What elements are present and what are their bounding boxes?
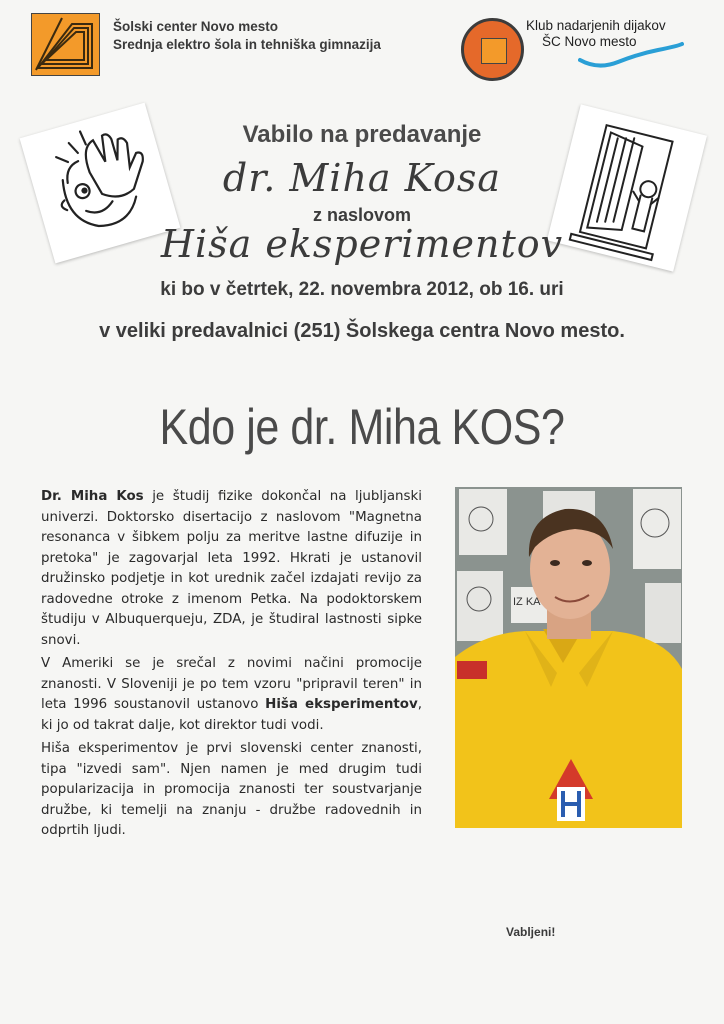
club-name-line1: Klub nadarjenih dijakov: [526, 18, 666, 33]
wave-icon: [578, 40, 684, 70]
bio-p2-bold: Hiša eksperimentov: [265, 697, 418, 712]
invitation-intro: Vabilo na predavanje: [242, 121, 482, 148]
lecture-title: Hiša eksperimentov: [160, 222, 564, 266]
school-logo-icon: [31, 13, 100, 76]
bio-paragraph-2: [41, 654, 422, 736]
closing-text: Vabljeni!: [506, 925, 556, 939]
lecture-location: v veliki predavalnici (251) Šolskega centra Novo mesto.: [99, 320, 625, 342]
bio-p1-text: je študij fizike dokončal na ljubljanski univerzi. Doktorsko disertacijo z naslovom "Magnetna resonanca v šibkem polju za meritve lastne difuzije in pretoka" je zagovarjal leta 1992. Hkrati je ustanovil družinsko podjetje in kot urednik začel izdajati revijo za radovedne otroke z imenom Petka. Na podoktorskem študiju v Albuquerqueju, ZDA, je študiral lastnosti sipke snovi.: [41, 489, 422, 648]
speaker-name: dr. Miha Kosa: [222, 156, 502, 200]
club-logo-icon: [461, 18, 524, 81]
bio-name: Dr. Miha Kos: [41, 489, 144, 504]
bio-p2-tail: , ki jo od takrat dalje, kot direktor tudi vodi.: [41, 697, 422, 733]
section-heading: Kdo je dr. Miha KOS?: [159, 399, 565, 455]
speaker-bio: [41, 487, 422, 845]
photo-wall-text: IZ KA: [513, 596, 541, 608]
bio-p2-text: V Ameriki se je srečal z novimi načini promocije znanosti. V Sloveniji je po tem vzoru "pripravil teren" in leta 1996 soustanovil ustanovo: [41, 656, 422, 712]
school-name-line2: Srednja elektro šola in tehniška gimnazija: [113, 37, 381, 52]
lecture-date-time: ki bo v četrtek, 22. novembra 2012, ob 16. uri: [160, 279, 564, 300]
bio-paragraph-3: [41, 739, 422, 842]
school-name: [113, 18, 381, 54]
school-name-line1: Šolski center Novo mesto: [113, 19, 279, 34]
speaker-photo: [455, 487, 682, 828]
bio-p3-text: Hiša eksperimentov je prvi slovenski center znanosti, tipa "izvedi sam". Njen namen je med drugim tudi popularizacija in promocija znanosti ter soustvarjanje družbe, ki temelji na znanju - družbe radovednih in odprtih ljudi.: [41, 741, 422, 838]
bio-paragraph-1: [41, 487, 422, 651]
club-name-line2: ŠC Novo mesto: [542, 34, 637, 49]
subtitle-label: z naslovom: [312, 205, 412, 225]
